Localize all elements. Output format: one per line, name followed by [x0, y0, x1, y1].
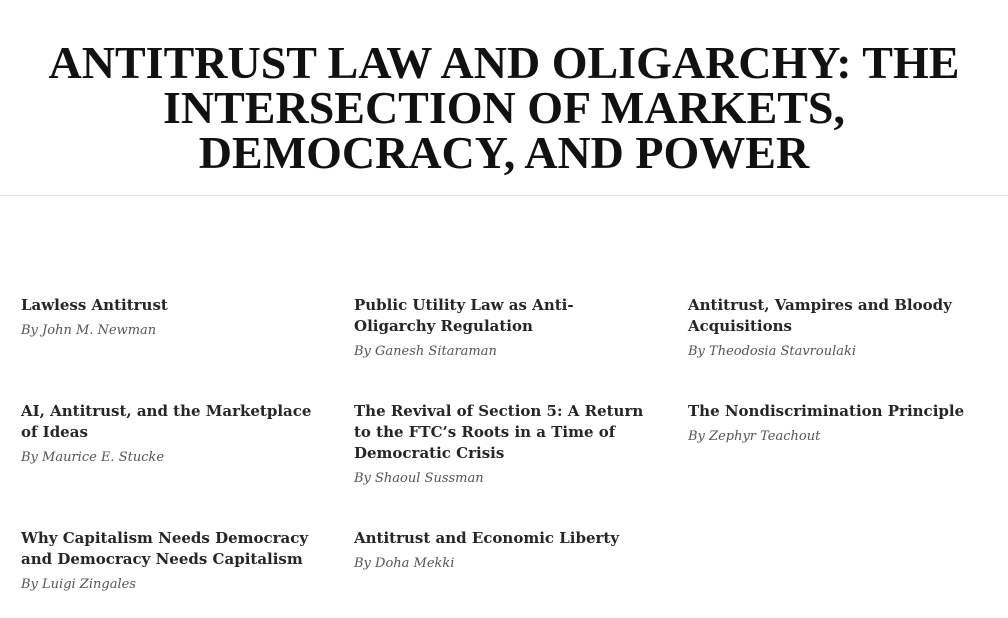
article-author: By Shaoul Sussman [354, 471, 484, 486]
article-author: By Ganesh Sitaraman [354, 344, 497, 359]
article-card [21, 528, 321, 593]
article-title-link[interactable]: Antitrust, Vampires and Bloody Acquisitions [688, 296, 952, 335]
article-author: By Doha Mekki [354, 556, 455, 571]
article-author: By Theodosia Stavroulaki [688, 344, 857, 359]
article-author: By John M. Newman [21, 323, 157, 338]
page-title: ANTITRUST LAW AND OLIGARCHY: THE INTERSECTION OF MARKETS, DEMOCRACY, AND POWER [48, 37, 960, 178]
article-card [21, 401, 321, 466]
article-card [688, 401, 988, 445]
article-title-link[interactable]: Why Capitalism Needs Democracy and Democracy Needs Capitalism [21, 529, 309, 568]
article-title-link[interactable]: The Nondiscrimination Principle [688, 402, 965, 420]
article-card [354, 401, 654, 487]
article-title-link[interactable]: Public Utility Law as Anti-Oligarchy Regulation [354, 296, 574, 335]
article-author: By Zephyr Teachout [688, 429, 821, 444]
article-card [354, 528, 654, 572]
article-card [688, 295, 988, 360]
article-title-link[interactable]: The Revival of Section 5: A Return to the FTC’s Roots in a Time of Democratic Crisis [354, 402, 644, 462]
article-title-link[interactable]: Antitrust and Economic Liberty [354, 529, 620, 547]
article-author: By Luigi Zingales [21, 577, 136, 592]
article-card [354, 295, 654, 360]
article-title-link[interactable]: AI, Antitrust, and the Marketplace of Ideas [21, 402, 312, 441]
article-card [21, 295, 321, 339]
article-title-link[interactable]: Lawless Antitrust [21, 296, 168, 314]
article-author: By Maurice E. Stucke [21, 450, 165, 465]
